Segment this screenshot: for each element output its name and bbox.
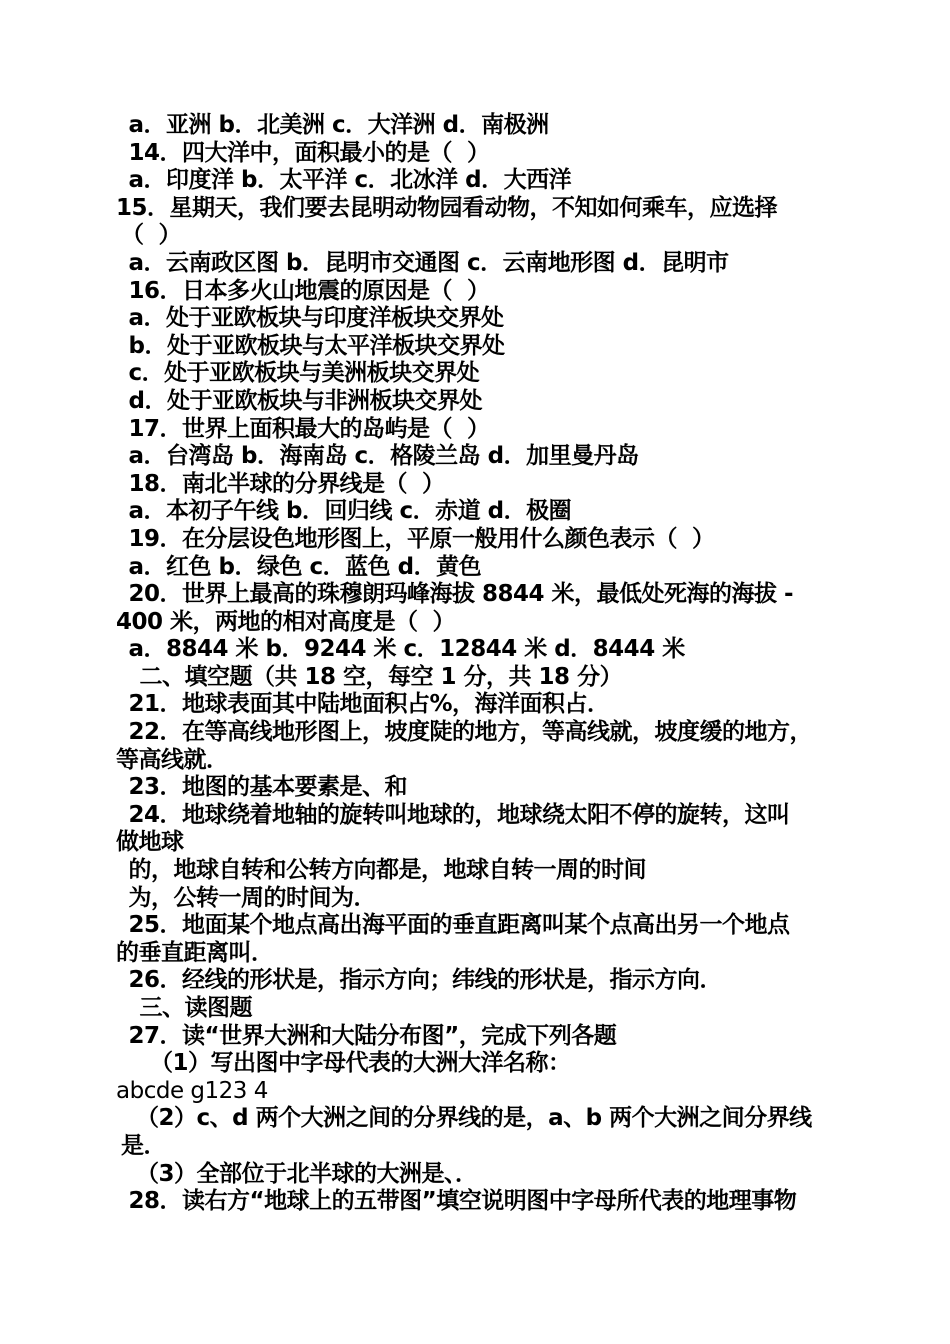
text-line: c．处于亚欧板块与美洲板块交界处 — [121, 360, 480, 387]
text-line: 为，公转一周的时间为． — [121, 884, 377, 911]
text-line: 22．在等高线地形图上，坡度陡的地方，等高线就，坡度缓的地方， — [121, 719, 813, 746]
text-line: 14．四大洋中，面积最小的是（ ） — [121, 139, 490, 166]
text-line: a．本初子午线 b．回归线 c．赤道 d．极圈 — [121, 498, 572, 525]
text-line: （3）全部位于北半球的大洲是、． — [121, 1160, 478, 1187]
text-line: 24．地球绕着地轴的旋转叫地球的，地球绕太阳不停的旋转，这叫 — [121, 801, 790, 828]
text-line: 20．世界上最高的珠穆朗玛峰海拔 8844 米，最低处死海的海拔 - — [121, 581, 794, 608]
text-line: 19．在分层设色地形图上，平原一般用什么颜色表示（ ） — [121, 525, 715, 552]
text-line: a．台湾岛 b．海南岛 c．格陵兰岛 d．加里曼丹岛 — [121, 443, 639, 470]
text-line: 16．日本多火山地震的原因是（ ） — [121, 277, 490, 304]
text-line: 15．星期天，我们要去昆明动物园看动物，不知如何乘车，应选择 — [116, 194, 778, 221]
text-line: （2）c、d 两个大洲之间的分界线的是，a、b 两个大洲之间分界线 — [121, 1105, 812, 1132]
text-line: 等高线就． — [116, 746, 229, 773]
text-line: 25．地面某个地点高出海平面的垂直距离叫某个点高出另一个地点 — [121, 912, 790, 939]
text-line: d．处于亚欧板块与非洲板块交界处 — [121, 387, 482, 414]
text-line: 三、读图题 — [132, 995, 253, 1021]
text-line: b．处于亚欧板块与太平洋板块交界处 — [121, 332, 505, 359]
text-line: a．印度洋 b．太平洋 c．北冰洋 d．大西洋 — [121, 167, 572, 194]
text-line: 28．读右方“地球上的五带图”填空说明图中字母所代表的地理事物 — [121, 1188, 797, 1215]
text-line: a．亚洲 b．北美洲 c．大洋洲 d．南极洲 — [121, 112, 549, 138]
text-line: a．云南政区图 b．昆明市交通图 c．云南地形图 d．昆明市 — [121, 249, 729, 276]
text-line: 的垂直距离叫． — [116, 939, 274, 966]
text-line: （1）写出图中字母代表的大洲大洋名称： — [135, 1050, 571, 1077]
text-line: （ ） — [121, 222, 182, 249]
document-body — [0, 112, 950, 1216]
text-line: 二、填空题（共 18 空，每空 1 分，共 18 分） — [132, 663, 623, 690]
text-line: 17．世界上面积最大的岛屿是（ ） — [121, 415, 490, 442]
text-line: 400 米，两地的相对高度是（ ） — [116, 608, 456, 635]
text-line: 是． — [121, 1132, 166, 1159]
text-line: 18．南北半球的分界线是（ ） — [121, 470, 445, 497]
text-line: abcde g123 4 — [116, 1077, 268, 1104]
text-line: 的，地球自转和公转方向都是，地球自转一周的时间 — [121, 857, 647, 884]
text-line: a．8844 米 b．9244 米 c．12844 米 d．8444 米 — [121, 636, 685, 663]
text-line: a．处于亚欧板块与印度洋板块交界处 — [121, 305, 504, 332]
text-line: 27．读“世界大洲和大陆分布图”，完成下列各题 — [121, 1022, 617, 1049]
text-line: 23．地图的基本要素是、和 — [121, 774, 408, 801]
text-line: 26．经线的形状是，指示方向；纬线的形状是，指示方向． — [121, 967, 723, 994]
text-line: 做地球 — [116, 829, 184, 856]
text-line: a．红色 b．绿色 c．蓝色 d．黄色 — [121, 553, 482, 580]
text-line: 21．地球表面其中陆地面积占%，海洋面积占． — [121, 691, 610, 718]
